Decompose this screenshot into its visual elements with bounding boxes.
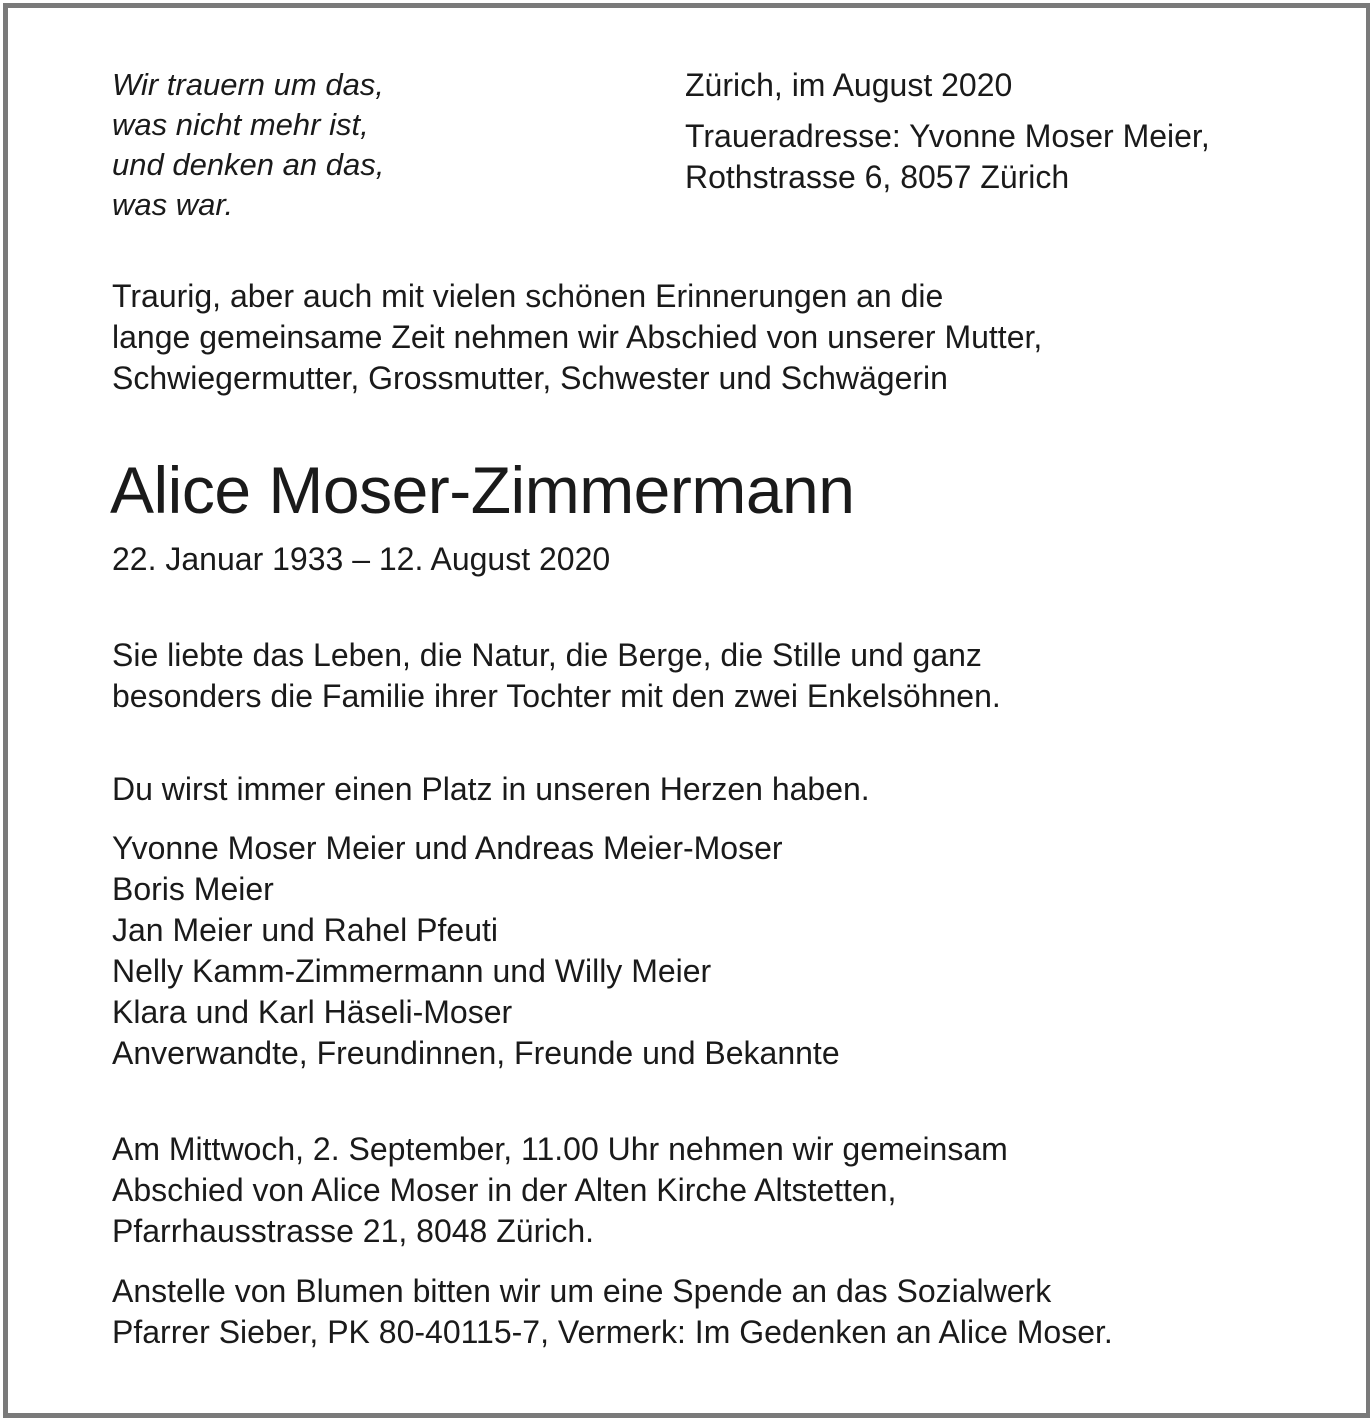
quote-line: Wir trauern um das, bbox=[112, 67, 384, 102]
quote-line: und denken an das, bbox=[112, 147, 385, 182]
donation-line: Anstelle von Blumen bitten wir um eine Spende an das Sozialwerk bbox=[112, 1273, 1052, 1309]
intro-text bbox=[112, 276, 1042, 399]
mourner-line: Boris Meier bbox=[112, 871, 274, 907]
mourner-line: Nelly Kamm-Zimmermann und Willy Meier bbox=[112, 953, 712, 989]
donation-info bbox=[112, 1271, 1113, 1353]
service-line: Pfarrhausstrasse 21, 8048 Zürich. bbox=[112, 1213, 595, 1249]
donation-line: Pfarrer Sieber, PK 80-40115-7, Vermerk: Im Gedenken an Alice Moser. bbox=[112, 1314, 1113, 1350]
life-dates: 22. Januar 1933 – 12. August 2020 bbox=[112, 541, 611, 577]
mourner-line: Klara und Karl Häseli-Moser bbox=[112, 994, 513, 1030]
intro-line: lange gemeinsame Zeit nehmen wir Abschied von unserer Mutter, bbox=[112, 319, 1043, 355]
mourning-address-line: Rothstrasse 6, 8057 Zürich bbox=[685, 159, 1070, 195]
memorial-quote bbox=[112, 65, 384, 225]
mourning-address-line: Traueradresse: Yvonne Moser Meier, bbox=[685, 118, 1210, 154]
service-line: Abschied von Alice Moser in der Alten Kirche Altstetten, bbox=[112, 1172, 897, 1208]
deceased-name: Alice Moser-Zimmermann bbox=[110, 453, 855, 527]
quote-line: was nicht mehr ist, bbox=[112, 107, 369, 142]
tribute-line: besonders die Familie ihrer Tochter mit den zwei Enkelsöhnen. bbox=[112, 678, 1001, 714]
place-date: Zürich, im August 2020 bbox=[685, 67, 1013, 103]
closing-line: Du wirst immer einen Platz in unseren Herzen haben. bbox=[112, 771, 870, 807]
service-info bbox=[112, 1129, 1008, 1252]
service-line: Am Mittwoch, 2. September, 11.00 Uhr nehmen wir gemeinsam bbox=[112, 1131, 1008, 1167]
mourners-list bbox=[112, 828, 840, 1074]
quote-line: was war. bbox=[112, 187, 234, 222]
tribute-text bbox=[112, 635, 1001, 717]
intro-line: Traurig, aber auch mit vielen schönen Erinnerungen an die bbox=[112, 278, 944, 314]
header-info bbox=[685, 65, 1210, 198]
tribute-line: Sie liebte das Leben, die Natur, die Berge, die Stille und ganz bbox=[112, 637, 982, 673]
intro-line: Schwiegermutter, Grossmutter, Schwester und Schwägerin bbox=[112, 360, 948, 396]
mourner-line: Jan Meier und Rahel Pfeuti bbox=[112, 912, 498, 948]
mourner-line: Yvonne Moser Meier und Andreas Meier-Moser bbox=[112, 830, 783, 866]
mourner-line: Anverwandte, Freundinnen, Freunde und Bekannte bbox=[112, 1035, 840, 1071]
